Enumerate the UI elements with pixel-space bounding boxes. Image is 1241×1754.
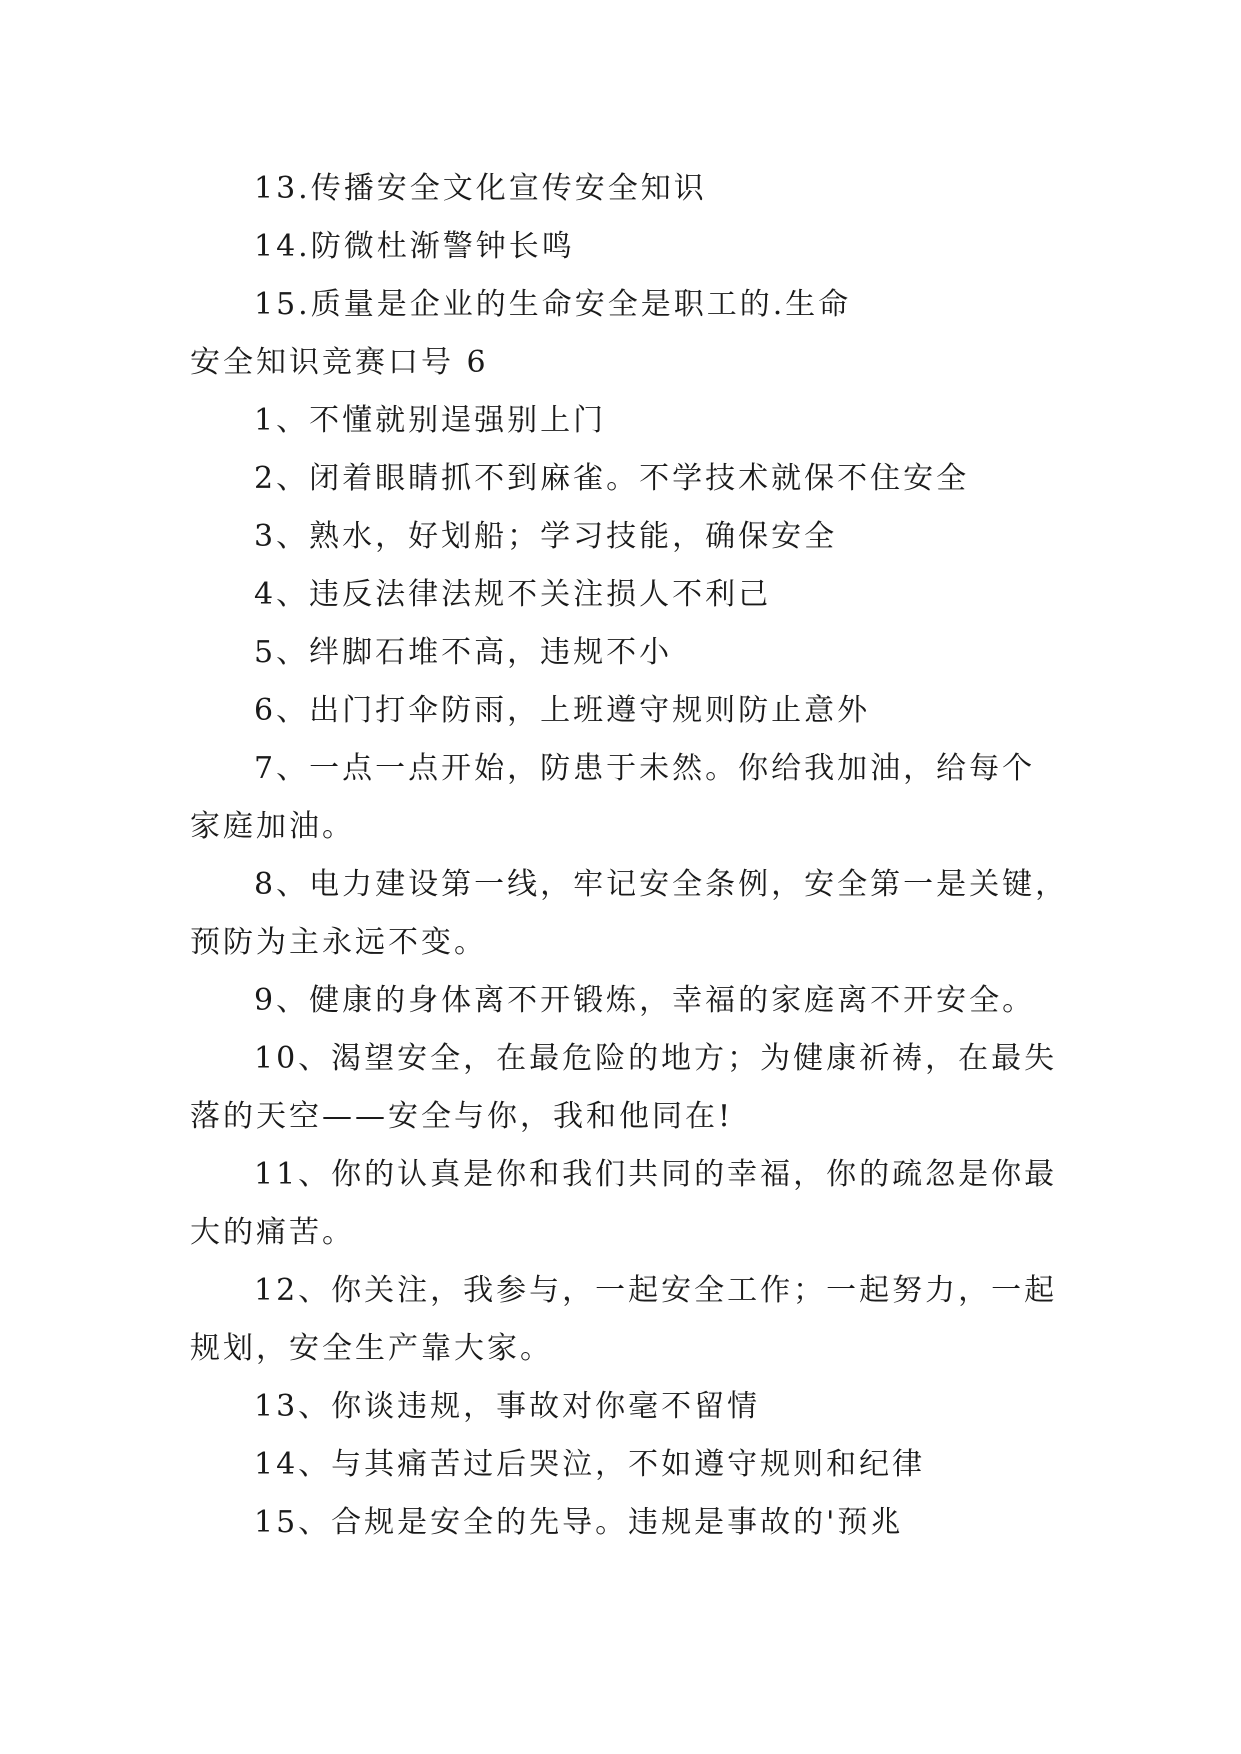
text-line: 13.传播安全文化宣传安全知识 [254, 171, 707, 206]
text-line: 14.防微杜渐警钟长鸣 [254, 229, 575, 264]
text-line: 12、你关注，我参与，一起安全工作；一起努力，一起 [254, 1273, 1058, 1308]
document-page [190, 160, 1070, 1552]
text-line: 2、闭着眼睛抓不到麻雀。不学技术就保不住安全 [254, 461, 970, 496]
text-line: 11、你的认真是你和我们共同的幸福，你的疏忽是你最 [254, 1157, 1058, 1192]
text-line: 15.质量是企业的生命安全是职工的.生命 [254, 287, 852, 322]
text-line-continuation: 家庭加油。 [190, 809, 355, 844]
text-line: 10、渴望安全，在最危险的地方；为健康祈祷，在最失 [254, 1041, 1058, 1076]
text-line: 1、不懂就别逞强别上门 [254, 403, 607, 438]
text-line: 8、电力建设第一线，牢记安全条例，安全第一是关键， [254, 867, 1069, 902]
text-line: 3、熟水，好划船；学习技能，确保安全 [254, 519, 838, 554]
text-line: 5、绊脚石堆不高，违规不小 [254, 635, 673, 670]
text-line: 9、健康的身体离不开锻炼，幸福的家庭离不开安全。 [254, 983, 1036, 1018]
text-line-continuation: 大的痛苦。 [190, 1215, 355, 1250]
text-line: 15、合规是安全的先导。违规是事故的'预兆 [254, 1505, 904, 1540]
section-heading: 安全知识竞赛口号 6 [190, 345, 489, 380]
text-line-continuation: 落的天空——安全与你，我和他同在! [190, 1099, 734, 1134]
text-line: 13、你谈违规，事故对你毫不留情 [254, 1389, 761, 1424]
text-line: 6、出门打伞防雨，上班遵守规则防止意外 [254, 693, 871, 728]
text-line: 14、与其痛苦过后哭泣，不如遵守规则和纪律 [254, 1447, 926, 1482]
text-line: 4、违反法律法规不关注损人不利己 [254, 577, 772, 612]
text-line: 7、一点一点开始，防患于未然。你给我加油，给每个 [254, 751, 1036, 786]
text-line-continuation: 预防为主永远不变。 [190, 925, 487, 960]
text-line-continuation: 规划，安全生产靠大家。 [190, 1331, 553, 1366]
